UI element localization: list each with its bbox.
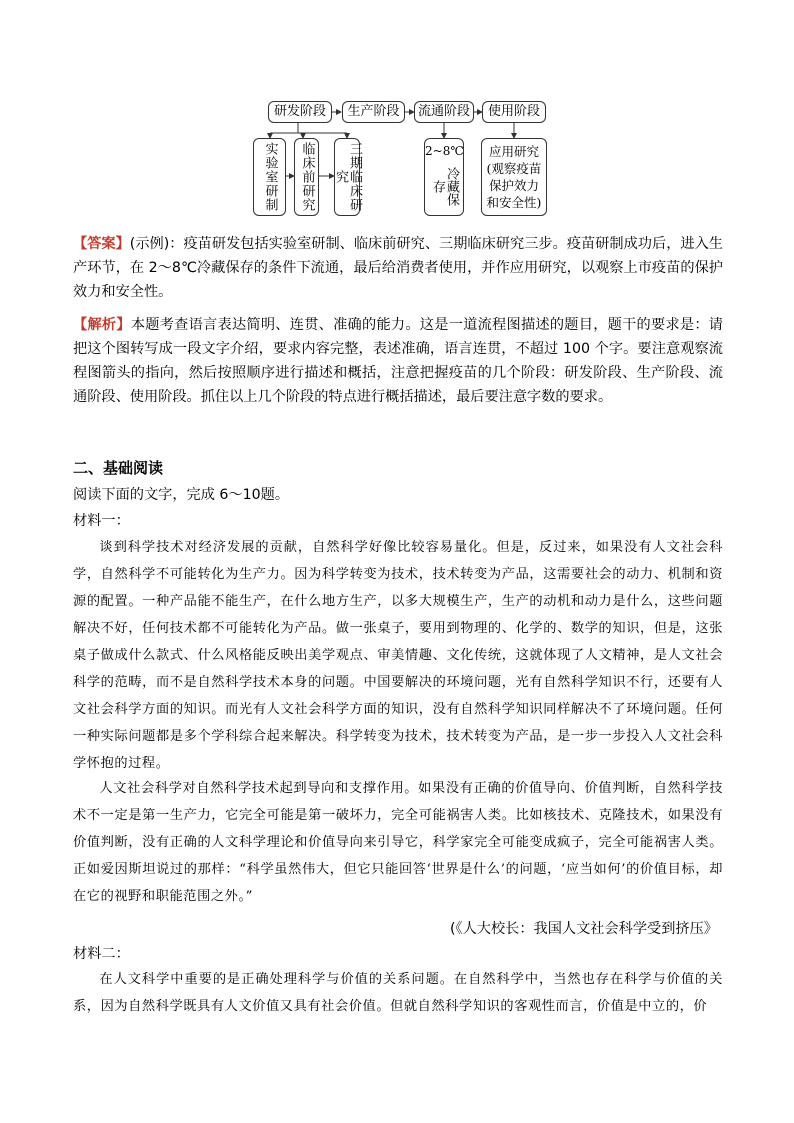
- material2-label: 材料二：: [73, 946, 130, 962]
- step-lab-development: 实验室研制: [253, 138, 286, 216]
- stage-usage: 使用阶段: [482, 101, 546, 123]
- storage-temperature: 2~8℃: [425, 144, 464, 158]
- vaccine-flowchart: [248, 100, 548, 220]
- analysis-paragraph: [73, 313, 723, 409]
- stage-circulation: 流通阶段: [414, 101, 474, 123]
- material1-source: (《人大校长：我国人文社会科学受到挤压》: [450, 921, 718, 937]
- material1-paragraph1: 谈到科学技术对经济发展的贡献，自然科学好像比较容易量化。但是，反过来，如果没有人文社会科学，自然科学不可能转化为生产力。因为科学转变为技术，技术转变为产品，这需要社会的动力、机制和资源的配置。一种产品能不能生产，在什么地方生产，以多大规模生产，生产的动机和动力是什么，这些问题解决不好，任何技术都不可能转化为产品。做一张桌子，要用到物理的、化学的、数学的知识，但是，这张桌子做成什么款式、什么风格能反映出美学观点、审美情趣、文化传统，这就体现了人文精神，是人文社会科学的范畴，而不是自然科学技术本身的问题。中国要解决的环境问题，光有自然科学知识不行，还要有人文社会科学方面的知识。而光有人文社会科学方面的知识，没有自然科学知识同样解决不了环境问题。任何一种实际问题都是多个学科综合起来解决。科学转变为技术，技术转变为产品，是一步一步投入人文社会科学怀抱的过程。: [73, 540, 723, 771]
- circulation-cold-storage: [424, 138, 464, 216]
- analysis-text: 本题考查语言表达简明、连贯、准确的能力。这是一道流程图描述的题目，题干的要求是：请把这个图转写成一段文字介绍，要求内容完整，表述准确，语言连贯，不超过 100 个字。要注意观察流程图箭头的指向，然后按照顺序进行描述和概括，注意把握疫苗的几个阶段：研发阶段、生产阶段、流通阶段、使用阶段。抓住以上几个阶段的特点进行概括描述，最后要注意字数的要求。: [73, 317, 723, 405]
- answer-tag: 【答案】: [73, 236, 130, 252]
- section-title: 二、基础阅读: [73, 459, 164, 477]
- material1-label: 材料一：: [73, 513, 130, 529]
- storage-text: 冷藏保存: [430, 166, 459, 206]
- usage-research: 应用研究(观察疫苗保护效力和安全性): [481, 138, 547, 216]
- step-phase3-clinical: 三期临床研究: [334, 138, 360, 216]
- step-preclinical-study: 临床前研究: [294, 138, 319, 216]
- material2-paragraph1: 在人文科学中重要的是正确处理科学与价值的关系问题。在自然科学中，当然也存在科学与价值的关系，因为自然科学既具有人文价值又具有社会价值。但就自然科学知识的客观性而言，价值是中立的，价: [73, 972, 723, 1014]
- answer-text: (示例)：疫苗研发包括实验室研制、临床前研究、三期临床研究三步。疫苗研制成功后，进入生产环节，在 2～8℃冷藏保存的条件下流通，最后给消费者使用，并作应用研究，以观察上市疫苗的保护效力和安全性。: [73, 236, 723, 300]
- reading-instruction: 阅读下面的文字，完成 6～10题。: [73, 487, 290, 503]
- stage-research: 研发阶段: [268, 101, 332, 123]
- stage-production: 生产阶段: [342, 101, 405, 123]
- answer-paragraph: [73, 232, 723, 304]
- material1-paragraph2: 人文社会科学对自然科学技术起到导向和支撑作用。如果没有正确的价值导向、价值判断，自然科学技术不一定是第一生产力，它完全可能是第一破坏力，完全可能祸害人类。比如核技术、克隆技术，如果没有价值判断，没有正确的人文科学理论和价值导向来引导它，科学家完全可能变成疯子，完全可能祸害人类。正如爱因斯坦说过的那样：“科学虽然伟大，但它只能回答‘世界是什么’的问题，‘应当如何’的价值目标，却在它的视野和职能范围之外。”: [73, 781, 723, 904]
- analysis-tag: 【解析】: [73, 317, 131, 333]
